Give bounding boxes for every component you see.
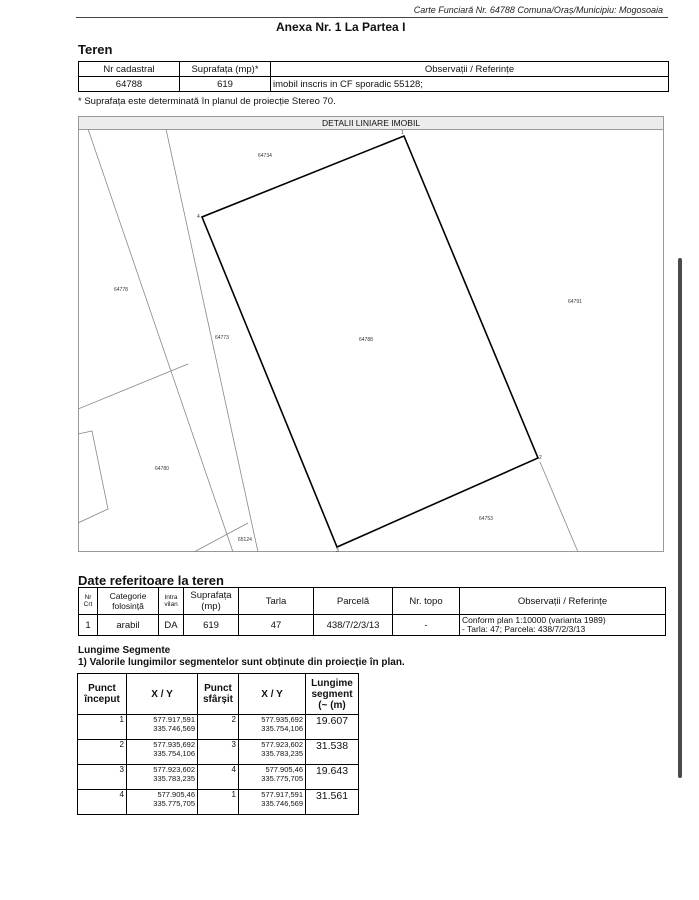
date-teren-table bbox=[78, 587, 666, 636]
label-64791: 64791 bbox=[568, 299, 582, 305]
col-nr-cadastral: Nr cadastral bbox=[79, 62, 180, 77]
col-punct-inceput: Punct început bbox=[78, 674, 127, 715]
label-64773: 64773 bbox=[215, 335, 229, 341]
segments-header-row bbox=[78, 674, 359, 715]
end-x: 577.917,591 bbox=[261, 790, 303, 799]
start-y: 335.754,106 bbox=[153, 749, 195, 758]
annex-title: Anexa Nr. 1 La Partea I bbox=[276, 20, 406, 34]
vertical-scrollbar[interactable] bbox=[678, 258, 682, 778]
cell-suprafata: 619 bbox=[180, 77, 271, 92]
segment-end-xy bbox=[239, 740, 306, 765]
cell-suprafata: 619 bbox=[184, 615, 239, 636]
segment-row bbox=[78, 790, 359, 815]
end-x: 577.905,46 bbox=[265, 765, 303, 774]
col-xy-end: X / Y bbox=[239, 674, 306, 715]
end-x: 577.935,692 bbox=[261, 715, 303, 724]
segment-row bbox=[78, 740, 359, 765]
lungime-title: Lungime Segmente bbox=[78, 645, 171, 656]
segment-start-xy bbox=[127, 740, 198, 765]
cell-categorie: arabil bbox=[98, 615, 159, 636]
end-y: 335.746,569 bbox=[261, 799, 303, 808]
cell-observatii bbox=[460, 615, 666, 636]
map-title: DETALII LINIARE IMOBIL bbox=[78, 116, 664, 130]
col-parcela: Parcelă bbox=[314, 588, 393, 615]
label-64780: 64780 bbox=[155, 466, 169, 472]
segments-table bbox=[77, 673, 359, 815]
parcel-drawing bbox=[78, 129, 664, 552]
segment-end-xy bbox=[239, 715, 306, 740]
start-y: 335.746,569 bbox=[153, 724, 195, 733]
surface-note: * Suprafața este determinată în planul de proiecție Stereo 70. bbox=[78, 96, 336, 107]
teren-table bbox=[78, 61, 669, 92]
segment-start-xy bbox=[127, 790, 198, 815]
start-x: 577.923,602 bbox=[153, 765, 195, 774]
start-x: 577.917,591 bbox=[153, 715, 195, 724]
segment-length: 19.607 bbox=[306, 715, 359, 740]
cell-nr-topo: - bbox=[393, 615, 460, 636]
cell-intravilan: DA bbox=[159, 615, 184, 636]
col-suprafata: Suprafața (mp)* bbox=[180, 62, 271, 77]
start-x: 577.905,46 bbox=[157, 790, 195, 799]
col-xy-start: X / Y bbox=[127, 674, 198, 715]
col-suprafata: Suprafața (mp) bbox=[184, 588, 239, 615]
segments-body bbox=[78, 715, 359, 815]
header-divider bbox=[76, 17, 668, 18]
segment-start: 1 bbox=[78, 715, 127, 740]
vertex-label-2: 2 bbox=[539, 455, 542, 461]
col-punct-sfarsit: Punct sfârșit bbox=[198, 674, 239, 715]
header-cf-text: Carte Funciară Nr. 64788 Comuna/Oraș/Municipiu: Mogosoaia bbox=[413, 5, 663, 15]
segment-row bbox=[78, 715, 359, 740]
segment-row bbox=[78, 765, 359, 790]
col-categorie: Categorie folosință bbox=[98, 588, 159, 615]
end-y: 335.775,705 bbox=[261, 774, 303, 783]
start-y: 335.783,235 bbox=[153, 774, 195, 783]
segment-end: 4 bbox=[198, 765, 239, 790]
date-header-row bbox=[79, 588, 666, 615]
segment-start: 4 bbox=[78, 790, 127, 815]
segment-start-xy bbox=[127, 765, 198, 790]
end-y: 335.783,235 bbox=[261, 749, 303, 758]
col-nr-crt: Nr Crt bbox=[79, 588, 98, 615]
label-64788: 64788 bbox=[359, 337, 373, 343]
teren-data-row bbox=[79, 77, 669, 92]
label-64734: 64734 bbox=[258, 153, 272, 159]
observatii-line-2: - Tarla: 47; Parcela: 438/7/2/3/13 bbox=[462, 624, 586, 634]
col-nr-topo: Nr. topo bbox=[393, 588, 460, 615]
label-64778: 64778 bbox=[114, 287, 128, 293]
observatii-line-1: Conform plan 1:10000 (varianta 1989) bbox=[462, 615, 606, 625]
cell-nr-crt: 1 bbox=[79, 615, 98, 636]
col-observatii: Observații / Referințe bbox=[271, 62, 669, 77]
end-y: 335.754,106 bbox=[261, 724, 303, 733]
label-64753: 64753 bbox=[479, 516, 493, 522]
segment-length: 19.643 bbox=[306, 765, 359, 790]
segment-end: 2 bbox=[198, 715, 239, 740]
label-65124: 65124 bbox=[238, 537, 252, 543]
vertex-label-3: 3 bbox=[336, 548, 339, 552]
end-x: 577.923,602 bbox=[261, 740, 303, 749]
segment-end-xy bbox=[239, 790, 306, 815]
segment-start: 2 bbox=[78, 740, 127, 765]
segment-start: 3 bbox=[78, 765, 127, 790]
cell-observatii: imobil inscris in CF sporadic 55128; bbox=[271, 77, 669, 92]
date-data-row bbox=[79, 615, 666, 636]
cell-parcela: 438/7/2/3/13 bbox=[314, 615, 393, 636]
date-teren-title: Date referitoare la teren bbox=[78, 573, 224, 588]
vertex-label-4: 4 bbox=[197, 214, 200, 220]
col-observatii: Observații / Referințe bbox=[460, 588, 666, 615]
cell-nr-cadastral: 64788 bbox=[79, 77, 180, 92]
col-intravilan: Intra vilan bbox=[159, 588, 184, 615]
segment-length: 31.561 bbox=[306, 790, 359, 815]
vertex-label-1: 1 bbox=[401, 130, 404, 136]
teren-header-row bbox=[79, 62, 669, 77]
segment-end: 3 bbox=[198, 740, 239, 765]
col-tarla: Tarla bbox=[239, 588, 314, 615]
col-lungime: Lungime segment (~ (m) bbox=[306, 674, 359, 715]
teren-section-title: Teren bbox=[78, 42, 113, 57]
lungime-subtitle: 1) Valorile lungimilor segmentelor sunt obținute din proiecție în plan. bbox=[78, 657, 405, 668]
parcel-map bbox=[78, 116, 664, 552]
start-x: 577.935,692 bbox=[153, 740, 195, 749]
segment-end-xy bbox=[239, 765, 306, 790]
segment-end: 1 bbox=[198, 790, 239, 815]
start-y: 335.775,705 bbox=[153, 799, 195, 808]
segment-length: 31.538 bbox=[306, 740, 359, 765]
cell-tarla: 47 bbox=[239, 615, 314, 636]
segment-start-xy bbox=[127, 715, 198, 740]
